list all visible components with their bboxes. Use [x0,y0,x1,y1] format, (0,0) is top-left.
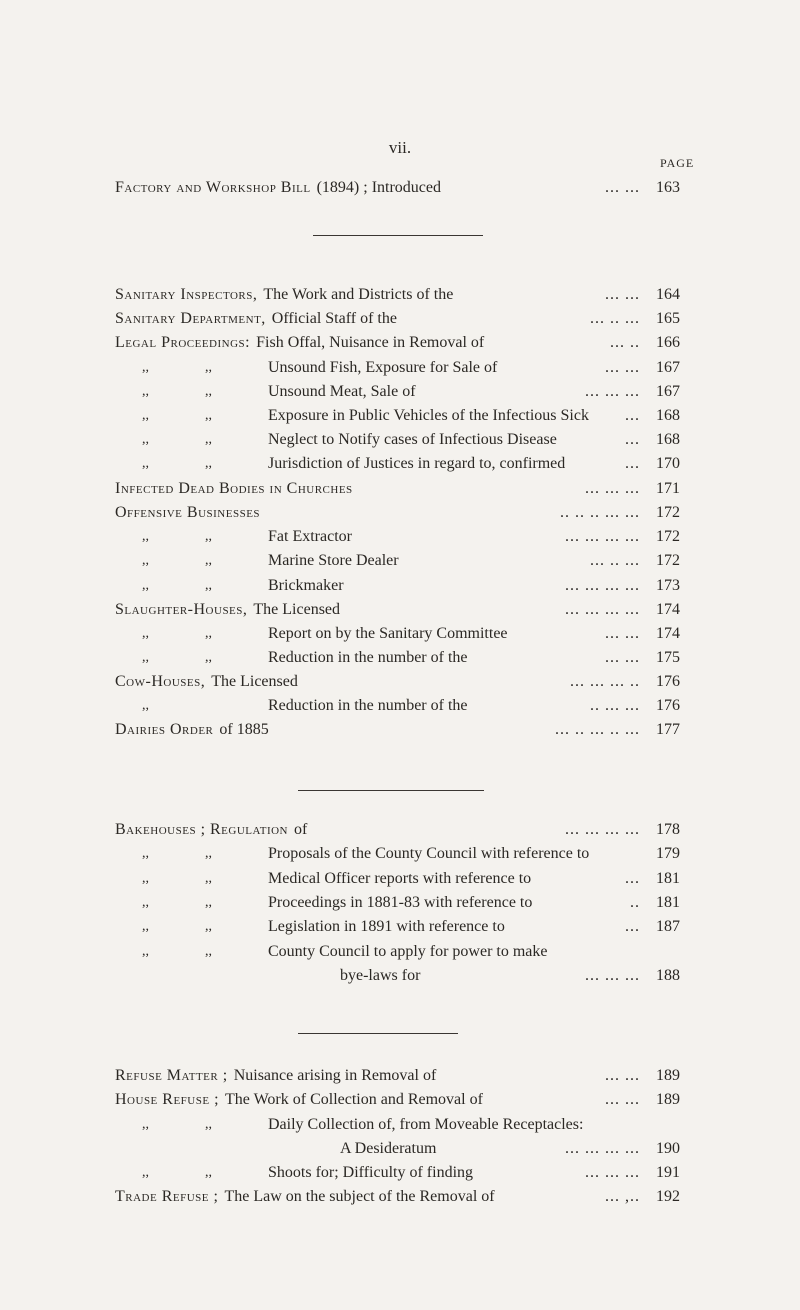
page-reference: 165 [656,310,680,327]
entry-text: The Work and Districts of the [263,286,454,303]
index-entry [0,694,800,718]
entry-heading: Factory and Workshop Bill [115,179,311,196]
entry-text: Proceedings in 1881-83 with reference to [268,894,533,911]
leader-dots: ... ... ... ... [565,528,640,545]
ditto-mark: ,, [142,846,149,861]
leader-dots: ... ... [605,179,640,196]
leader-dots: .. ... ... [590,697,640,714]
ditto-mark: ,, [205,553,212,568]
page-reference: 178 [656,821,680,838]
entry-text: Jurisdiction of Justices in regard to, confirmed [268,455,566,472]
page-reference: 190 [656,1140,680,1157]
index-entry [0,428,800,452]
page-reference: 172 [656,528,680,545]
page-reference: 176 [656,697,680,714]
index-entry [0,718,800,742]
page-reference: 167 [656,383,680,400]
ditto-mark: ,, [205,895,212,910]
entry-heading: House Refuse ; [115,1091,220,1108]
entry-heading: Bakehouses ; Regulation [115,821,289,838]
entry-text: Legislation in 1891 with reference to [268,918,505,935]
leader-dots: ... ... ... [585,1164,640,1181]
page-reference: 189 [656,1067,680,1084]
page-reference: 166 [656,334,680,351]
ditto-mark: ,, [142,1117,149,1132]
index-entry [0,842,800,866]
ditto-mark: ,, [142,408,149,423]
page-reference: 171 [656,480,680,497]
entry-text: The Licensed [253,601,341,618]
entry-text: Reduction in the number of the [268,649,468,666]
index-entry [0,964,800,988]
page-reference: 179 [656,845,680,862]
entry-text: Marine Store Dealer [268,552,399,569]
index-entry [0,176,800,200]
index-entry [0,549,800,573]
page-reference: 168 [656,431,680,448]
page-reference: 172 [656,504,680,521]
leader-dots: ... [625,455,640,472]
index-entry [0,1113,800,1137]
index-entry [0,1064,800,1088]
section-divider [298,1033,458,1034]
entry-heading: Sanitary Inspectors, [115,286,258,303]
ditto-mark: ,, [205,919,212,934]
ditto-mark: ,, [205,408,212,423]
entry-text: The Law on the subject of the Removal of [224,1188,495,1205]
entry-text: Medical Officer reports with reference to [268,870,532,887]
index-entry [0,307,800,331]
index-entry [0,598,800,622]
index-entry [0,891,800,915]
page-reference: 189 [656,1091,680,1108]
ditto-mark: ,, [142,432,149,447]
ditto-mark: ,, [142,698,149,713]
entry-heading: Infected Dead Bodies in Churches [115,480,353,497]
page-reference: 174 [656,625,680,642]
entry-text: Exposure in Public Vehicles of the Infectious Sick [268,407,589,424]
page-reference: 188 [656,967,680,984]
page-reference: 170 [656,455,680,472]
leader-dots: ... ... ... [585,967,640,984]
leader-dots: ... .. ... .. ... [555,721,640,738]
section-divider [313,235,483,236]
entry-text: Unsound Fish, Exposure for Sale of [268,359,498,376]
index-entry [0,670,800,694]
leader-dots: ... [625,870,640,887]
index-entry [0,356,800,380]
page-reference: 177 [656,721,680,738]
page-reference: 168 [656,407,680,424]
leader-dots: ... [625,407,640,424]
entry-heading: Sanitary Department, [115,310,266,327]
leader-dots: ... ... [605,359,640,376]
index-entry [0,1185,800,1209]
leader-dots: ... ... [605,286,640,303]
ditto-mark: ,, [205,432,212,447]
page-reference: 164 [656,286,680,303]
ditto-mark: ,, [205,360,212,375]
page-reference: 172 [656,552,680,569]
page-reference: 191 [656,1164,680,1181]
entry-text: Nuisance arising in Removal of [233,1067,437,1084]
index-entry [0,915,800,939]
ditto-mark: ,, [142,919,149,934]
index-entry [0,818,800,842]
index-entry [0,646,800,670]
ditto-mark: ,, [142,578,149,593]
leader-dots: ... ... ... ... [565,577,640,594]
ditto-mark: ,, [205,384,212,399]
index-entry [0,380,800,404]
index-entry [0,940,800,964]
page-column-label: PAGE [660,156,695,170]
index-entry [0,501,800,525]
ditto-mark: ,, [205,944,212,959]
leader-dots: ... [625,918,640,935]
ditto-mark: ,, [142,1165,149,1180]
page-reference: 167 [656,359,680,376]
ditto-mark: ,, [142,529,149,544]
ditto-mark: ,, [205,626,212,641]
ditto-mark: ,, [205,1117,212,1132]
entry-text: Neglect to Notify cases of Infectious Disease [268,431,557,448]
page-reference: 187 [656,918,680,935]
leader-dots: ... ... [605,1067,640,1084]
page-reference: 192 [656,1188,680,1205]
leader-dots: ... ... ... .. [570,673,640,690]
entry-text: Fish Offal, Nuisance in Removal of [256,334,485,351]
index-entry [0,331,800,355]
entry-heading: Dairies Order [115,721,214,738]
entry-heading: Refuse Matter ; [115,1067,228,1084]
entry-text: Proposals of the County Council with reference to [268,845,590,862]
page-reference: 176 [656,673,680,690]
index-entry [0,1088,800,1112]
ditto-mark: ,, [142,944,149,959]
leader-dots: ... ... ... ... [565,1140,640,1157]
leader-dots: ... .. ... [590,552,640,569]
index-entry [0,452,800,476]
section-divider [298,790,484,791]
ditto-mark: ,, [205,846,212,861]
entry-text: Shoots for; Difficulty of finding [268,1164,474,1181]
page-reference: 181 [656,894,680,911]
page-reference: 163 [656,179,680,196]
leader-dots: .. .. .. ... ... [560,504,640,521]
index-entry [0,867,800,891]
leader-dots: .. [630,894,640,911]
entry-text: of [294,821,308,838]
leader-dots: ... ... [605,1091,640,1108]
page-reference: 174 [656,601,680,618]
leader-dots: ... ,.. [605,1188,640,1205]
ditto-mark: ,, [142,650,149,665]
ditto-mark: ,, [205,529,212,544]
entry-text: of 1885 [219,721,269,738]
entry-text: Fat Extractor [268,528,352,545]
index-entry [0,1137,800,1161]
entry-text: Brickmaker [268,577,344,594]
leader-dots: ... ... ... [585,480,640,497]
entry-text: County Council to apply for power to make [268,943,548,960]
ditto-mark: ,, [205,1165,212,1180]
entry-text: bye-laws for [340,967,421,984]
index-entry [0,1161,800,1185]
entry-text: The Work of Collection and Removal of [225,1091,483,1108]
entry-heading: Trade Refuse ; [115,1188,219,1205]
leader-dots: ... ... ... ... [565,601,640,618]
index-entry [0,622,800,646]
leader-dots: ... ... [605,649,640,666]
leader-dots: ... .. ... [590,310,640,327]
entry-text: The Licensed [211,673,298,690]
entry-heading: Legal Proceedings: [115,334,251,351]
page-reference: 173 [656,577,680,594]
ditto-mark: ,, [142,871,149,886]
index-entry [0,283,800,307]
ditto-mark: ,, [142,626,149,641]
ditto-mark: ,, [205,650,212,665]
entry-heading: Slaughter-Houses, [115,601,248,618]
entry-text: Report on by the Sanitary Committee [268,625,508,642]
entry-text: (1894) ; Introduced [316,179,441,196]
entry-heading: Cow-Houses, [115,673,206,690]
leader-dots: ... ... [605,625,640,642]
entry-text: Unsound Meat, Sale of [268,383,416,400]
entry-text: Reduction in the number of the [268,697,468,714]
index-entry [0,404,800,428]
ditto-mark: ,, [205,578,212,593]
leader-dots: ... ... ... ... [565,821,640,838]
ditto-mark: ,, [142,360,149,375]
page-reference: 175 [656,649,680,666]
ditto-mark: ,, [205,871,212,886]
leader-dots: ... [625,431,640,448]
ditto-mark: ,, [142,553,149,568]
ditto-mark: ,, [205,456,212,471]
page-number: vii. [388,138,412,157]
page-reference: 181 [656,870,680,887]
index-entry [0,477,800,501]
ditto-mark: ,, [142,384,149,399]
index-entry [0,574,800,598]
entry-text: A Desideratum [340,1140,437,1157]
entry-text: Daily Collection of, from Moveable Receptacles: [268,1116,584,1133]
leader-dots: ... ... ... [585,383,640,400]
entry-text: Official Staff of the [271,310,397,327]
leader-dots: ... .. [610,334,640,351]
index-entry [0,525,800,549]
ditto-mark: ,, [142,895,149,910]
ditto-mark: ,, [142,456,149,471]
entry-heading: Offensive Businesses [115,504,261,521]
